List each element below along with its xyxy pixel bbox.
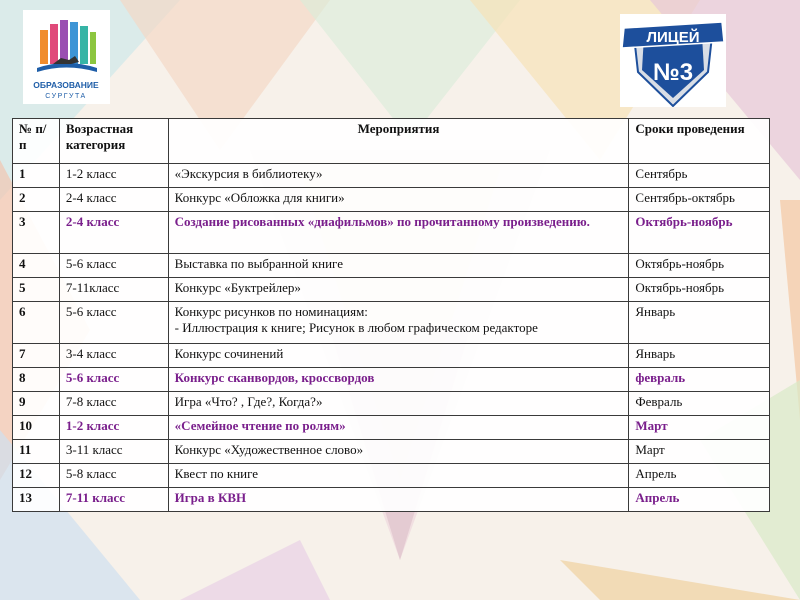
header-age-category: Возрастная категория xyxy=(59,119,168,164)
lyceum-3-shield-logo xyxy=(620,14,726,107)
logo-right-text-1: ЛИЦЕЙ xyxy=(646,29,700,46)
row-age: 1-2 класс xyxy=(59,416,168,440)
row-age: 5-6 класс xyxy=(59,302,168,344)
logo-right-text-2: №3 xyxy=(652,59,694,86)
row-event-line-1: Конкурс рисунков по номинациям: xyxy=(174,304,368,319)
table-row xyxy=(13,344,770,368)
row-date: Сентябрь-октябрь xyxy=(629,188,770,212)
row-number: 5 xyxy=(13,278,60,302)
row-event: Создание рисованных «диафильмов» по прочитанному произведению. xyxy=(168,212,629,254)
row-event xyxy=(168,302,629,344)
table-row xyxy=(13,464,770,488)
events-table xyxy=(12,118,770,512)
row-number: 2 xyxy=(13,188,60,212)
table-row xyxy=(13,188,770,212)
obrazovanie-surguta-logo xyxy=(23,10,110,104)
table-row-highlighted xyxy=(13,488,770,512)
row-date: Февраль xyxy=(629,392,770,416)
row-date: Сентябрь xyxy=(629,164,770,188)
header-events: Мероприятия xyxy=(168,119,629,164)
table-row-highlighted xyxy=(13,212,770,254)
row-date: Октябрь-ноябрь xyxy=(629,212,770,254)
row-number: 1 xyxy=(13,164,60,188)
logo-left-text-2: СУРГУТА xyxy=(45,93,87,100)
row-event: Конкурс сочинений xyxy=(168,344,629,368)
row-event: Конкурс сканвордов, кроссвордов xyxy=(168,368,629,392)
row-event: Игра в КВН xyxy=(168,488,629,512)
row-date: Январь xyxy=(629,344,770,368)
header-number: № п/п xyxy=(13,119,60,164)
row-event-line-2: - Иллюстрация к книге; Рисунок в любом графическом редакторе xyxy=(174,320,538,335)
row-age: 7-11класс xyxy=(59,278,168,302)
row-date: Март xyxy=(629,440,770,464)
row-number: 10 xyxy=(13,416,60,440)
row-event: Выставка по выбранной книге xyxy=(168,254,629,278)
row-date: Апрель xyxy=(629,464,770,488)
table-row xyxy=(13,164,770,188)
row-number: 3 xyxy=(13,212,60,254)
table-row-highlighted xyxy=(13,368,770,392)
table-row xyxy=(13,440,770,464)
table-row xyxy=(13,392,770,416)
row-event: Конкурс «Обложка для книги» xyxy=(168,188,629,212)
logo-left-text-1: ОБРАЗОВАНИЕ xyxy=(33,80,99,90)
row-age: 5-6 класс xyxy=(59,368,168,392)
row-event: Конкурс «Художественное слово» xyxy=(168,440,629,464)
row-number: 9 xyxy=(13,392,60,416)
table-header-row xyxy=(13,119,770,164)
row-age: 1-2 класс xyxy=(59,164,168,188)
row-age: 2-4 класс xyxy=(59,188,168,212)
row-number: 6 xyxy=(13,302,60,344)
row-age: 3-4 класс xyxy=(59,344,168,368)
row-age: 3-11 класс xyxy=(59,440,168,464)
row-age: 7-11 класс xyxy=(59,488,168,512)
row-date: Октябрь-ноябрь xyxy=(629,278,770,302)
table-row xyxy=(13,254,770,278)
row-age: 2-4 класс xyxy=(59,212,168,254)
row-event: «Экскурсия в библиотеку» xyxy=(168,164,629,188)
header-dates: Сроки проведения xyxy=(629,119,770,164)
row-date: Март xyxy=(629,416,770,440)
row-date: февраль xyxy=(629,368,770,392)
table-row-highlighted xyxy=(13,416,770,440)
row-age: 7-8 класс xyxy=(59,392,168,416)
row-number: 8 xyxy=(13,368,60,392)
row-number: 7 xyxy=(13,344,60,368)
row-date: Апрель xyxy=(629,488,770,512)
table-row xyxy=(13,302,770,344)
row-age: 5-6 класс xyxy=(59,254,168,278)
row-date: Январь xyxy=(629,302,770,344)
row-age: 5-8 класс xyxy=(59,464,168,488)
row-number: 11 xyxy=(13,440,60,464)
row-number: 4 xyxy=(13,254,60,278)
row-event: Конкурс «Буктрейлер» xyxy=(168,278,629,302)
row-event: Игра «Что? , Где?, Когда?» xyxy=(168,392,629,416)
row-date: Октябрь-ноябрь xyxy=(629,254,770,278)
row-number: 12 xyxy=(13,464,60,488)
row-event: «Семейное чтение по ролям» xyxy=(168,416,629,440)
row-event: Квест по книге xyxy=(168,464,629,488)
row-number: 13 xyxy=(13,488,60,512)
table-row xyxy=(13,278,770,302)
